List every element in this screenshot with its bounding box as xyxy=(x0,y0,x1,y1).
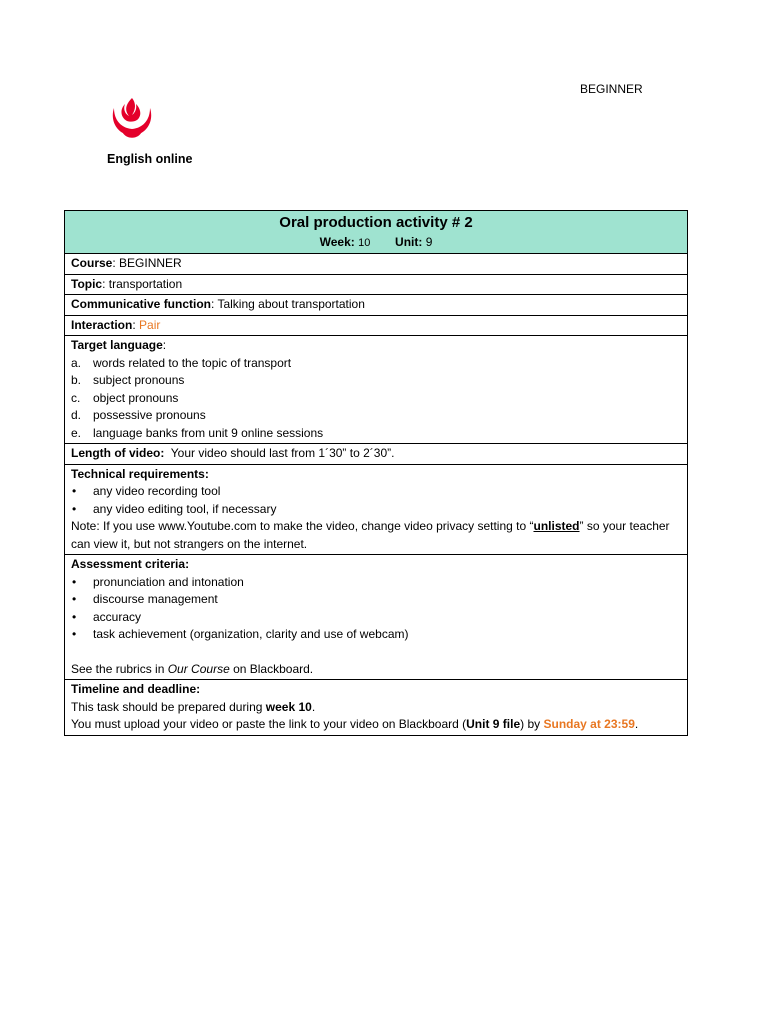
target-language-label: Target language xyxy=(71,338,163,352)
video-length-label: Length of video: xyxy=(71,446,165,460)
timeline-row xyxy=(65,680,688,736)
interaction-sep: : xyxy=(132,317,140,332)
list-item: • discourse management xyxy=(71,591,681,609)
technical-requirements-list xyxy=(71,483,681,518)
target-language-row xyxy=(65,336,688,444)
topic-value: : transportation xyxy=(102,276,183,291)
rubric-note: See the rubrics in Our Course on Blackboard. xyxy=(71,661,314,676)
unit-value: 9 xyxy=(425,235,433,249)
week-label: Week: xyxy=(319,235,355,249)
list-item: • pronunciation and intonation xyxy=(71,574,681,592)
list-item: • accuracy xyxy=(71,609,681,627)
brand-name: English online xyxy=(107,152,193,166)
timeline-line-1: This task should be prepared during week 10. xyxy=(71,699,316,714)
video-length-row xyxy=(65,444,688,465)
list-item: e. language banks from unit 9 online sessions xyxy=(71,425,681,443)
video-length-value: Your video should last from 1´30” to 2´30”. xyxy=(164,446,395,460)
assessment-criteria-label: Assessment criteria: xyxy=(71,557,190,571)
technical-requirements-row xyxy=(65,464,688,555)
topic-label: Topic xyxy=(71,276,103,291)
list-item: a. words related to the topic of transport xyxy=(71,355,681,373)
timeline-line-2: You must upload your video or paste the link to your video on Blackboard (Unit 9 file) by Sunday at 23:59. xyxy=(71,717,639,731)
unlisted-keyword: unlisted xyxy=(533,519,580,533)
table-header-row xyxy=(65,211,688,254)
target-language-sep: : xyxy=(162,338,167,352)
list-marker: a. xyxy=(71,355,82,370)
list-marker: d. xyxy=(71,408,82,422)
list-marker: c. xyxy=(71,390,81,405)
list-item: b. subject pronouns xyxy=(71,372,681,390)
list-marker: b. xyxy=(71,373,82,387)
list-item: • any video recording tool xyxy=(71,483,681,501)
technical-requirements-label: Technical requirements: xyxy=(71,466,209,481)
activity-header xyxy=(65,211,688,254)
function-label: Communicative function xyxy=(71,297,212,311)
topic-row xyxy=(65,274,688,295)
our-course-ref: Our Course xyxy=(167,661,230,676)
list-item: • any video editing tool, if necessary xyxy=(71,501,681,519)
deadline-value: Sunday at 23:59 xyxy=(543,717,635,731)
function-value: : Talking about transportation xyxy=(211,297,365,311)
assessment-criteria-row xyxy=(65,555,688,680)
list-item: c. object pronouns xyxy=(71,390,681,408)
list-item: d. possessive pronouns xyxy=(71,407,681,425)
interaction-label: Interaction xyxy=(71,317,133,332)
list-marker: e. xyxy=(71,425,82,440)
technical-note: Note: If you use www.Youtube.com to make the video, change video privacy setting to “unlisted” so your teacher can view it, but not strangers on the internet. xyxy=(71,519,670,551)
week-value: 10 xyxy=(358,237,371,249)
interaction-row xyxy=(65,315,688,336)
assessment-criteria-list xyxy=(71,574,681,644)
activity-table xyxy=(64,210,688,736)
list-item: • task achievement (organization, clarity and use of webcam) xyxy=(71,626,681,644)
level-label: BEGINNER xyxy=(580,82,643,96)
course-value: : BEGINNER xyxy=(112,256,182,270)
week-unit-line xyxy=(71,233,681,252)
university-flame-logo-icon xyxy=(108,96,156,144)
target-language-list xyxy=(71,355,681,443)
unit-label: Unit: xyxy=(395,235,423,249)
activity-title: Oral production activity # 2 xyxy=(279,214,473,231)
course-label: Course xyxy=(71,256,113,270)
function-row xyxy=(65,295,688,316)
interaction-value: Pair xyxy=(139,317,161,332)
timeline-label: Timeline and deadline: xyxy=(71,682,201,696)
course-row xyxy=(65,254,688,275)
